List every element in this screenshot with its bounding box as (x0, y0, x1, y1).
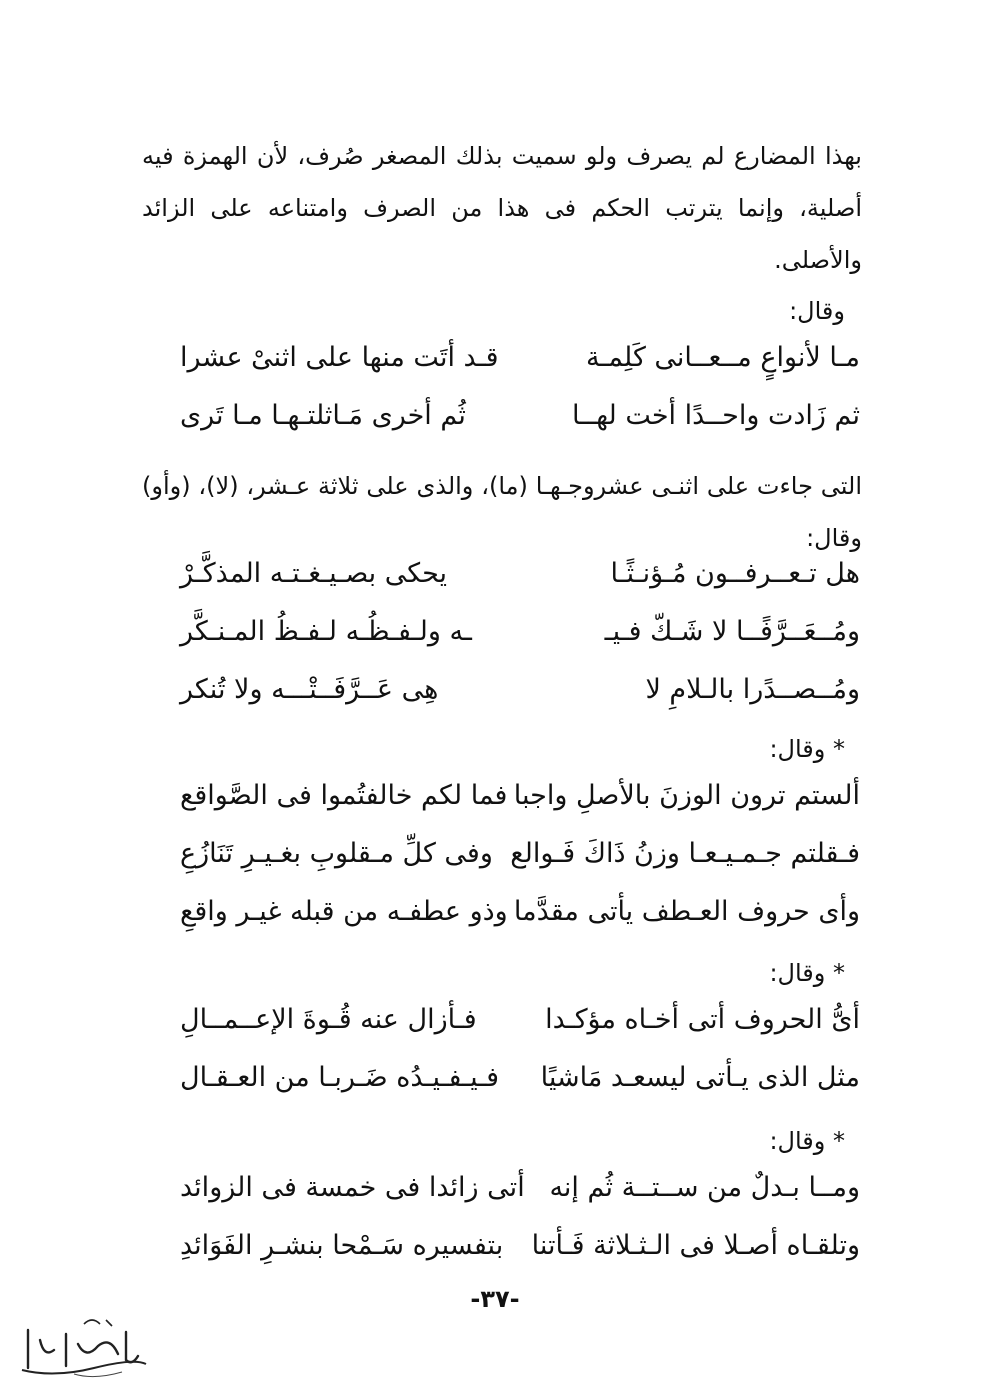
verse-second-hemistich: فما لكم خالفتُموا فى الصَّواقع (180, 780, 508, 811)
label-wa-qal-4: * وقال: (769, 1127, 845, 1155)
verse-second-hemistich: وفى كلِّ مـقلوبِ بغـيـرِ تَنَازُعِ (180, 838, 493, 869)
verse-first-hemistich: ومُــعَــرَّفًــا لا شَـكّ فـيـ (604, 616, 860, 647)
verse-second-hemistich: فـيـفـيـدُه ضَـربـا من العـقـال (180, 1062, 500, 1093)
label-wa-qal-1: وقال: (789, 297, 845, 325)
verse-line (170, 612, 860, 652)
verse-line (170, 670, 860, 710)
verse-second-hemistich: أتى زائدا فى خمسة فى الزوائد (180, 1172, 525, 1203)
label-wa-qal-3: * وقال: (769, 959, 845, 987)
verse-second-hemistich: قـد أتَت منها على اثنىْ عشرا (180, 342, 499, 373)
verse-first-hemistich: مـا لأنواعٍ مــعــانى كَلِمـة (586, 342, 860, 373)
verse-second-hemistich: فـأزال عنه قُـوةَ الإعــمــالِ (180, 1004, 477, 1035)
verse-second-hemistich: يحكى بصـيـغـتـه المذكَّـرْ (180, 558, 448, 589)
page-number: -٣٧- (470, 1285, 520, 1313)
label-wa-qal-2: * وقال: (769, 735, 845, 763)
verse-second-hemistich: وذو عطفـه من قبله غيـر واقعِ (180, 896, 508, 927)
verse-first-hemistich: فـقلتم جـمـيـعـا وزنُ ذَاكَ فَـوالع (510, 838, 860, 869)
verse-second-hemistich: هِى عَــرَّفَــتْـــه ولا تُنكر (180, 674, 439, 705)
verse-first-hemistich: أىُّ الحروف أتى أخـاه مؤكـدا (545, 1004, 860, 1035)
verse-first-hemistich: وتلقـاه أصـلا فى الـثـلاثة فَـأتنا (531, 1230, 860, 1261)
verse-first-hemistich: ألستم ترون الوزنَ بالأصلِ واجبا (513, 780, 860, 811)
verse-first-hemistich: ثم زَادت واحــدًا أخت لهــا (572, 400, 860, 431)
verse-line (170, 338, 860, 378)
verse-line (170, 1058, 860, 1098)
library-stamp-icon (14, 1310, 154, 1382)
paragraph-2: التى جاءت على اثنـى عشروجـهـا (ما)، والذى على ثلاثة عـشر، (لا)، (وأو) وقال: (142, 472, 862, 552)
verse-first-hemistich: وأى حروف العـطف يأتى مقدَّما (513, 896, 860, 927)
verse-line (170, 1000, 860, 1040)
verse-first-hemistich: هل تـعــرفــون مُـؤنـثًـا (610, 558, 860, 589)
verse-line (170, 1226, 860, 1266)
verse-line (170, 396, 860, 436)
verse-line (170, 1168, 860, 1208)
verse-second-hemistich: ـه ولـفـظُـه لـفـظُ المـنـكَّر (180, 616, 472, 647)
verse-line (170, 892, 860, 932)
verse-first-hemistich: ومُــصــدًرا بالـلامِ لا (645, 674, 860, 705)
paragraph-1: بهذا المضارع لم يصرف ولو سميت بذلك المصغر صُرف، لأن الهمزة فيه أصلية، وإنما يترتب الحكم فى هذا من الصرف وامتناعه على الزائد والأصلى. (142, 142, 862, 274)
verse-second-hemistich: ثُم أخرى مَـاثلتـهـا مـا تَرى (180, 400, 466, 431)
verse-second-hemistich: بتفسيره سَـمْحا بنشـرِ الفَوَائدِ (180, 1230, 504, 1261)
verse-first-hemistich: مثل الذى يـأتى ليسعـد مَاشيًا (540, 1062, 860, 1093)
verse-line (170, 776, 860, 816)
verse-line (170, 554, 860, 594)
verse-line (170, 834, 860, 874)
verse-first-hemistich: ومــا بـدلٌ من ســتــة ثُم إنه (549, 1172, 860, 1203)
